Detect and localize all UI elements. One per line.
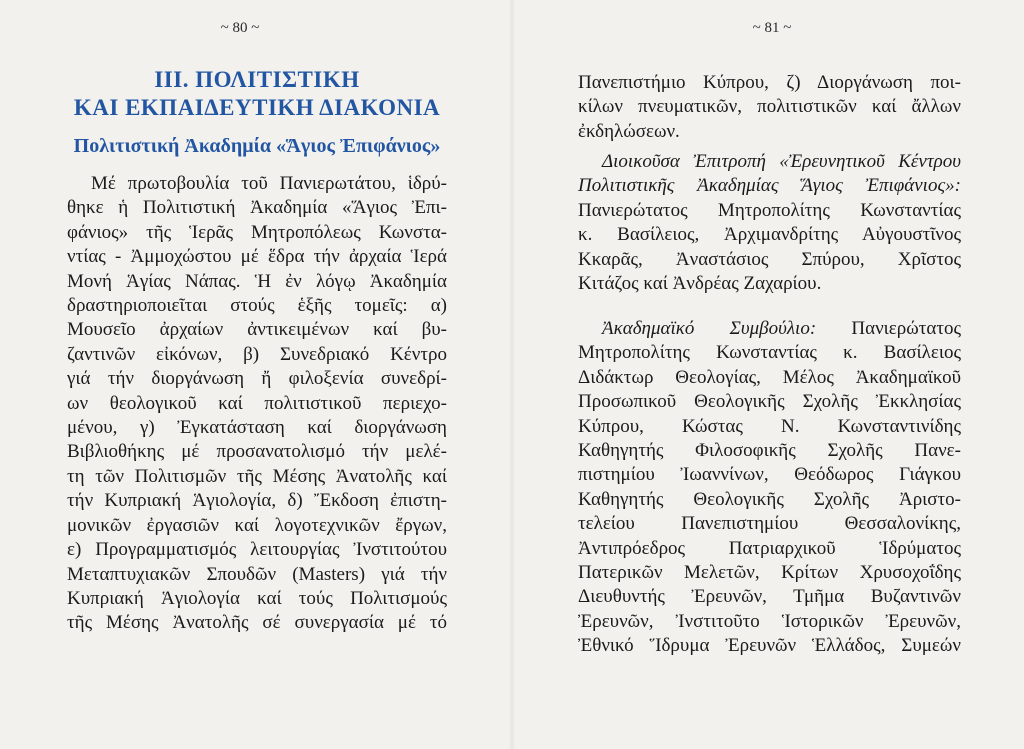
- text-line: τη τῶν Πολιτισμῶν τῆς Μέσης Ἀνατολῆς καί: [67, 465, 447, 487]
- text-line: Πανεπιστήμιο Κύπρου, ζ) Διοργάνωση ποι-: [578, 72, 961, 93]
- text-line: θηκε ἡ Πολιτιστική Ἀκαδημία «Ἅγιος Ἐπι-: [67, 197, 447, 219]
- italic-text: Πολιτιστικῆς Ἀκαδημίας Ἅγιος Ἐπιφάνιος»:: [578, 175, 961, 197]
- text-line: μένου, γ) Ἐγκατάσταση καί διοργάνωση: [67, 417, 447, 439]
- text-line: Καθηγητής Θεολογικῆς Σχολῆς Ἀριστο-: [578, 488, 961, 510]
- text-line: ἐκδηλώσεων.: [578, 120, 680, 142]
- text-line: ντίας - Ἀμμοχώστου μέ ἕδρα τήν ἀρχαία Ἱερά: [67, 246, 447, 268]
- text-line: Ἐρευνῶν, Ἰνστιτοῦτο Ἱστορικῶν Ἐρευνῶν,: [578, 610, 961, 632]
- page-number-right: ~ 81 ~: [752, 20, 792, 36]
- text-line: Ἐθνικό Ἵδρυμα Ἐρευνῶν Ἑλλάδος, Συμεών: [578, 635, 961, 657]
- text-line: γιά τήν διοργάνωση ἤ φιλοξενία συνεδρί-: [67, 368, 447, 390]
- text-line: Μητροπολίτης Κωνσταντίας κ. Βασίλειος: [578, 342, 961, 364]
- text-line: ε) Προγραμματισμός λειτουργίας Ἰνστιτούτου: [67, 539, 447, 561]
- section-heading-line-1: III. ΠΟΛΙΤΙΣΤΙΚΗ: [154, 67, 360, 92]
- text-line: ζαντινῶν εἰκόνων, β) Συνεδριακό Κέντρο: [67, 343, 447, 365]
- text-line: Κκαρᾶς, Ἀναστάσιος Σπύρου, Χρῖστος: [578, 248, 961, 270]
- text-line: μονικῶν ἐργασιῶν καί λογοτεχνικῶν ἔργων,: [67, 514, 447, 536]
- text-line: τήν Κυπριακή Ἁγιολογία, δ) Ἔκδοση ἐπιστη-: [67, 490, 447, 512]
- italic-text: Ἀκαδημαϊκό Συμβούλιο:: [602, 318, 817, 339]
- text-line: κ. Βασίλειος, Ἀρχιμανδρίτης Αὐγουστῖνος: [578, 224, 961, 246]
- text-line: ων θεολογικοῦ καί πολιτιστικοῦ περιεχο-: [67, 392, 447, 414]
- text-line: φάνιος» τῆς Ἱερᾶς Μητροπόλεως Κωνστα-: [67, 221, 447, 243]
- text-line: Μουσεῖο ἀρχαίων ἀντικειμένων καί βυ-: [67, 319, 447, 341]
- text-span: Πανιερώτατος: [816, 318, 961, 339]
- text-line: Μονή Ἁγίας Νάπας. Ἡ ἐν λόγῳ Ἀκαδημία: [67, 270, 447, 292]
- text-line-italic: [578, 174, 961, 198]
- text-line: κίλων πνευματικῶν, πολιτιστικῶν καί ἄλλων: [578, 96, 961, 118]
- text-line: Μέ πρωτοβουλία τοῦ Πανιερωτάτου, ἱδρύ-: [91, 173, 447, 194]
- text-line: Βιβλιοθήκης μέ προσανατολισμό τήν μελέ-: [67, 441, 447, 463]
- right-paragraph-committee: [578, 150, 961, 296]
- text-line-italic: [578, 150, 961, 174]
- text-line: Κυπριακή Ἁγιολογία καί τούς Πολιτισμούς: [67, 587, 447, 609]
- text-line: τελείου Πανεπιστημίου Θεσσαλονίκης,: [578, 513, 961, 535]
- italic-text: Διοικοῦσα Ἐπιτροπή «Ἐρευνητικοῦ Κέντρου: [602, 151, 961, 172]
- text-line: πιστημίου Ἰωαννίνων, Θεόδωρος Γιάγκου: [578, 464, 961, 486]
- text-line: Προσωπικοῦ Θεολογικῆς Σχολῆς Ἐκκλησίας: [578, 391, 961, 413]
- left-body-paragraph: [67, 172, 447, 636]
- text-line: δραστηριοποιεῖται στούς ἑξῆς τομεῖς: α): [67, 295, 447, 317]
- right-paragraph-council: [578, 317, 961, 659]
- text-line: Μεταπτυχιακῶν Σπουδῶν (Masters) γιά τήν: [67, 563, 447, 585]
- text-line: Διευθυντής Ἐρευνῶν, Τμῆμα Βυζαντινῶν: [578, 586, 961, 608]
- page-number-left: ~ 80 ~: [220, 20, 260, 36]
- text-line: τῆς Μέσης Ἀνατολῆς σέ συνεργασία μέ τό: [67, 612, 447, 634]
- section-heading: [62, 66, 452, 122]
- section-heading-line-2: ΚΑΙ ΕΚΠΑΙΔΕΥΤΙΚΗ ΔΙΑΚΟΝΙΑ: [73, 95, 441, 120]
- text-line: Διδάκτωρ Θεολογίας, Μέλος Ἀκαδημαϊκοῦ: [578, 366, 961, 388]
- subsection-heading: Πολιτιστική Ἀκαδημία «Ἅγιος Ἐπιφάνιος»: [73, 135, 441, 157]
- text-line: Πατερικῶν Μελετῶν, Κρίτων Χρυσοχοΐδης: [578, 562, 961, 584]
- text-line-mixed: [578, 317, 961, 341]
- text-line: Ἀντιπρόεδρος Πατριαρχικοῦ Ἱδρύματος: [578, 537, 961, 559]
- right-paragraph-1: [578, 71, 961, 144]
- text-line: Καθηγητής Φιλοσοφικῆς Σχολῆς Πανε-: [578, 440, 961, 462]
- text-line: Πανιερώτατος Μητροπολίτης Κωνσταντίας: [578, 199, 961, 221]
- text-line: Κιτάζος καί Ἀνδρέας Ζαχαρίου.: [578, 273, 822, 295]
- text-line: Κύπρου, Κώστας Ν. Κωνσταντινίδης: [578, 415, 961, 437]
